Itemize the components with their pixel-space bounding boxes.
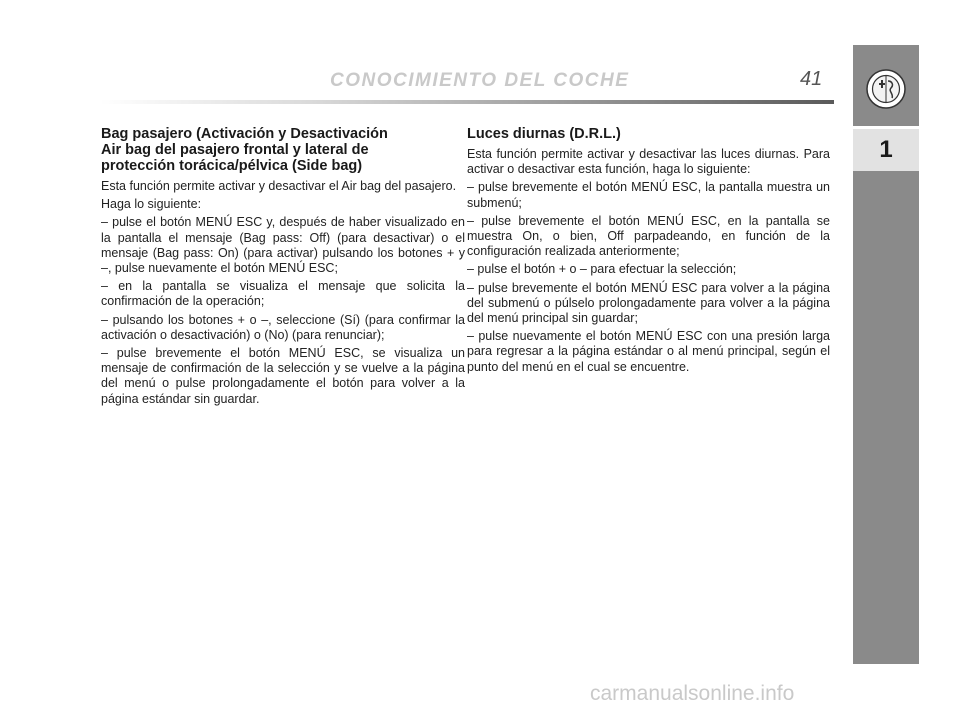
- paragraph: Esta función permite activar y desactivar el Air bag del pasajero.: [101, 179, 457, 193]
- paragraph: – pulse brevemente el botón MENÚ ESC, la pantalla muestra un submenú;: [467, 180, 830, 210]
- alfa-romeo-logo-icon: [866, 69, 906, 109]
- page-header-title: CONOCIMIENTO DEL COCHE: [330, 70, 630, 91]
- watermark-text: carmanualsonline.info: [590, 682, 795, 705]
- heading-line: Air bag del pasajero frontal y lateral de: [101, 142, 369, 158]
- paragraph: – pulsando los botones + o –, seleccione (Sí) (para confirmar la activación o desactivación) o (No) (para renunciar);: [101, 312, 465, 342]
- paragraph: – pulse brevemente el botón MENÚ ESC, se visualiza un mensaje de confirmación de la selección y se vuelve a la página del menú o pulse prolongadamente el botón para volver a la página estándar sin guardar.: [101, 346, 465, 406]
- paragraph: – pulse brevemente el botón MENÚ ESC, en la pantalla se muestra On, o bien, Off parpadeando, en función de la configuración realizada anteriormente;: [467, 213, 830, 259]
- header-rule: [100, 100, 834, 104]
- heading-line: Bag pasajero (Activación y Desactivación: [101, 126, 388, 142]
- paragraph: – en la pantalla se visualiza el mensaje que solicita la confirmación de la operación;: [101, 279, 465, 309]
- paragraph: – pulse el botón MENÚ ESC y, después de haber visualizado en la pantalla el mensaje (Bag pass: Off) (para desactivar) o el mensaje (Bag pass: On) (para activar) pulsando los botones + y –, pulse nuevamente el botón MENÚ ESC;: [101, 215, 465, 276]
- left-column: [101, 126, 465, 410]
- paragraph: – pulse el botón + o – para efectuar la selección;: [467, 262, 737, 277]
- paragraph: – pulse brevemente el botón MENÚ ESC para volver a la página del submenú o púlselo prolongadamente para volver a la página del menú principal sin guardar;: [467, 280, 830, 326]
- heading-line: protección torácica/pélvica (Side bag): [101, 158, 363, 174]
- airbag-section-heading: [101, 126, 465, 174]
- drl-section-heading: Luces diurnas (D.R.L.): [467, 126, 621, 142]
- paragraph: – pulse nuevamente el botón MENÚ ESC con una presión larga para regresar a la página estándar o al menú principal, según el punto del menú en el cual se encuentre.: [467, 329, 830, 374]
- chapter-number: 1: [879, 136, 893, 163]
- paragraph: Esta función permite activar y desactivar las luces diurnas. Para activar o desactivar esta función, haga lo siguiente:: [467, 147, 830, 177]
- right-column: [467, 126, 830, 378]
- page-number: 41: [800, 68, 823, 90]
- chapter-number-box: [853, 129, 919, 171]
- paragraph: Haga lo siguiente:: [101, 197, 202, 212]
